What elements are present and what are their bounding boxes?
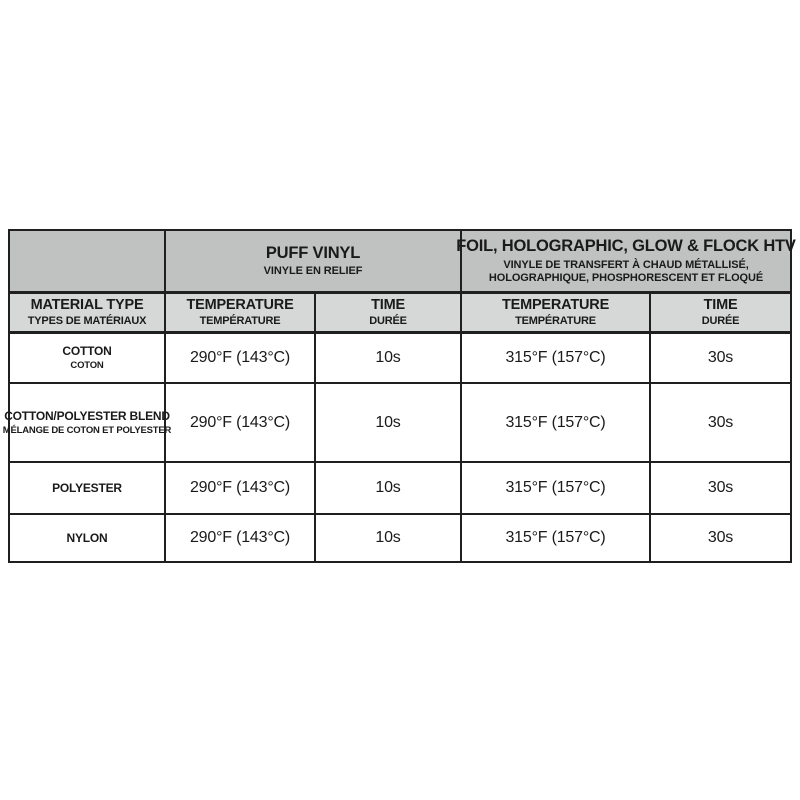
corner-cell <box>10 231 166 294</box>
material-type-label-en: MATERIAL TYPE <box>30 297 144 314</box>
row-nylon-puff-time <box>316 515 462 561</box>
time-label-fr: DURÉE <box>701 315 740 328</box>
col-header-temperature-foil <box>462 294 651 334</box>
temperature-value: 315°F (157°C) <box>505 479 606 496</box>
material-name-en: POLYESTER <box>52 480 122 495</box>
time-value: 30s <box>707 529 734 546</box>
puff-vinyl-title: PUFF VINYL <box>265 243 361 262</box>
foil-subtitle-line2: HOLOGRAPHIQUE, PHOSPHORESCENT ET FLOQUÉ <box>488 272 764 285</box>
temperature-value: 290°F (143°C) <box>189 349 291 366</box>
material-name-fr: COTON <box>70 360 104 372</box>
foil-title: FOIL, HOLOGRAPHIC, GLOW & FLOCK HTV <box>456 236 796 255</box>
temperature-label-en: TEMPERATURE <box>186 297 294 314</box>
row-blend-foil-time <box>651 384 790 463</box>
temperature-value: 315°F (157°C) <box>505 349 606 366</box>
material-name-en: COTTON/POLYESTER BLEND <box>4 408 170 423</box>
row-cotton-puff-time <box>316 334 462 384</box>
time-value: 30s <box>707 413 734 431</box>
row-nylon-puff-temp <box>166 515 316 561</box>
group-header-foil-holographic <box>456 231 796 294</box>
col-header-temperature-puff <box>166 294 316 334</box>
time-label-en: TIME <box>703 297 738 314</box>
heat-press-settings-table <box>2 229 796 563</box>
col-header-material-type <box>10 294 166 334</box>
temperature-label-fr: TEMPÉRATURE <box>515 315 596 328</box>
material-type-label-fr: TYPES DE MATÉRIAUX <box>27 315 147 328</box>
time-label-fr: DURÉE <box>369 315 407 328</box>
puff-vinyl-subtitle: VINYLE EN RELIEF <box>263 265 363 278</box>
time-value: 10s <box>375 479 401 496</box>
row-nylon-foil-temp <box>462 515 651 561</box>
time-value: 10s <box>375 349 401 366</box>
row-polyester-foil-temp <box>462 463 651 515</box>
row-polyester-foil-time <box>651 463 790 515</box>
row-cotton-material <box>10 334 166 384</box>
material-name-fr: MÉLANGE DE COTON ET POLYESTER <box>2 424 172 436</box>
row-blend-puff-temp <box>166 384 316 463</box>
row-blend-puff-time <box>316 384 462 463</box>
row-blend-foil-temp <box>462 384 651 463</box>
col-header-time-foil <box>651 294 790 334</box>
time-label-en: TIME <box>371 297 405 314</box>
row-nylon-foil-time <box>651 515 790 561</box>
temperature-label-en: TEMPERATURE <box>501 297 610 314</box>
row-nylon-material <box>10 515 166 561</box>
col-header-time-puff <box>316 294 462 334</box>
row-blend-material <box>2 384 172 463</box>
row-cotton-foil-time <box>651 334 790 384</box>
temperature-label-fr: TEMPÉRATURE <box>199 315 281 328</box>
row-polyester-material <box>10 463 166 515</box>
row-cotton-foil-temp <box>462 334 651 384</box>
time-value: 10s <box>375 413 401 431</box>
time-value: 30s <box>707 479 734 496</box>
row-polyester-puff-temp <box>166 463 316 515</box>
temperature-value: 315°F (157°C) <box>505 529 606 546</box>
time-value: 10s <box>375 529 401 546</box>
time-value: 30s <box>707 349 734 366</box>
temperature-value: 290°F (143°C) <box>189 529 291 546</box>
foil-subtitle-line1: VINYLE DE TRANSFERT À CHAUD MÉTALLISÉ, <box>503 258 749 271</box>
row-cotton-puff-temp <box>166 334 316 384</box>
material-name-en: NYLON <box>66 530 108 545</box>
temperature-value: 290°F (143°C) <box>189 479 291 496</box>
row-polyester-puff-time <box>316 463 462 515</box>
temperature-value: 315°F (157°C) <box>505 413 606 431</box>
group-header-puff-vinyl <box>166 231 462 294</box>
temperature-value: 290°F (143°C) <box>189 413 291 431</box>
material-name-en: COTTON <box>62 344 112 359</box>
